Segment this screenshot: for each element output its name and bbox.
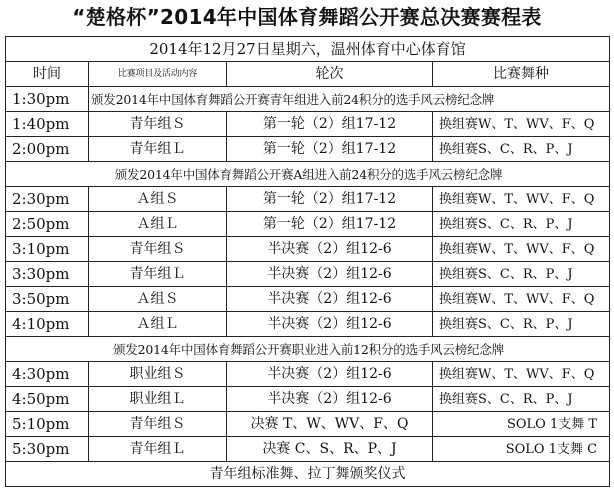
date-venue-row [6, 37, 610, 62]
round-cell: 第一轮（2）组17-12 [227, 187, 433, 212]
time-cell: 4:50pm [6, 387, 89, 412]
announcement-cell: 颁发2014年中国体育舞蹈公开赛A组进入前24积分的选手风云榜纪念牌 [6, 162, 610, 187]
round-cell: 半决赛（2）组12-6 [227, 387, 433, 412]
round-cell: 第一轮（2）组17-12 [227, 137, 433, 162]
dance-cell: 换组赛S、C、R、P、J [433, 262, 610, 287]
item-cell: 职业组Ｓ [89, 362, 227, 387]
time-cell: 3:10pm [6, 237, 89, 262]
item-cell: 青年组Ｓ [89, 237, 227, 262]
schedule-row [6, 412, 610, 437]
schedule-row [6, 437, 610, 462]
schedule-row [6, 387, 610, 412]
schedule-row [6, 212, 610, 237]
announcement-row [6, 87, 610, 112]
schedule-row [6, 287, 610, 312]
dance-cell: 换组赛S、C、R、P、J [433, 312, 610, 337]
time-cell: 4:10pm [6, 312, 89, 337]
header-time: 时间 [6, 62, 89, 87]
item-cell: 青年组Ｌ [89, 137, 227, 162]
schedule-row [6, 362, 610, 387]
item-cell: 职业组Ｌ [89, 387, 227, 412]
header-row [6, 62, 610, 87]
time-cell: 5:30pm [6, 437, 89, 462]
round-cell: 第一轮（2）组17-12 [227, 212, 433, 237]
round-cell: 半决赛（2）组12-6 [227, 362, 433, 387]
closing-row [6, 462, 610, 487]
schedule-row [6, 237, 610, 262]
schedule-row [6, 137, 610, 162]
item-cell: Ａ组Ｌ [89, 212, 227, 237]
item-cell: Ａ组Ｌ [89, 312, 227, 337]
header-item: 比赛项目及活动内容 [89, 62, 227, 87]
item-cell: 青年组Ｓ [89, 112, 227, 137]
dance-cell: 换组赛S、C、R、P、J [433, 137, 610, 162]
announcement-row [6, 162, 610, 187]
dance-cell: 换组赛W、T、WV、F、Q [433, 362, 610, 387]
dance-cell: 换组赛W、T、WV、F、Q [433, 237, 610, 262]
item-cell: 青年组Ｓ [89, 412, 227, 437]
announcement-cell: 颁发2014年中国体育舞蹈公开赛青年组进入前24积分的选手风云榜纪念牌 [89, 87, 610, 112]
round-cell: 决赛 C、S、R、P、J [227, 437, 433, 462]
closing-ceremony-cell: 青年组标准舞、拉丁舞颁奖仪式 [6, 462, 610, 487]
time-cell: 4:30pm [6, 362, 89, 387]
round-cell: 半决赛（2）组12-6 [227, 312, 433, 337]
dance-cell: 换组赛W、T、WV、F、Q [433, 187, 610, 212]
time-cell: 1:40pm [6, 112, 89, 137]
time-cell: 1:30pm [6, 87, 89, 112]
time-cell: 3:50pm [6, 287, 89, 312]
schedule-row [6, 187, 610, 212]
schedule-table [5, 36, 610, 487]
round-cell: 半决赛（2）组12-6 [227, 287, 433, 312]
date-venue-cell: 2014年12月27日星期六，温州体育中心体育馆 [6, 37, 610, 62]
round-cell: 第一轮（2）组17-12 [227, 112, 433, 137]
time-cell: 3:30pm [6, 262, 89, 287]
dance-cell: 换组赛S、C、R、P、J [433, 212, 610, 237]
schedule-row [6, 112, 610, 137]
time-cell: 5:10pm [6, 412, 89, 437]
time-cell: 2:50pm [6, 212, 89, 237]
schedule-row [6, 262, 610, 287]
round-cell: 半决赛（2）组12-6 [227, 237, 433, 262]
dance-cell: 换组赛W、T、WV、F、Q [433, 287, 610, 312]
schedule-row [6, 312, 610, 337]
dance-cell: SOLO 1支舞 C [433, 437, 610, 462]
announcement-cell: 颁发2014年中国体育舞蹈公开赛职业进入前12积分的选手风云榜纪念牌 [6, 337, 610, 362]
page-title: “楚格杯”2014年中国体育舞蹈公开赛总决赛赛程表 [72, 5, 542, 29]
dance-cell: 换组赛W、T、WV、F、Q [433, 112, 610, 137]
item-cell: 青年组Ｌ [89, 262, 227, 287]
dance-cell: SOLO 1支舞 T [433, 412, 610, 437]
time-cell: 2:30pm [6, 187, 89, 212]
header-round: 轮次 [227, 62, 433, 87]
time-cell: 2:00pm [6, 137, 89, 162]
announcement-row [6, 337, 610, 362]
dance-cell: 换组赛S、C、R、P、J [433, 387, 610, 412]
item-cell: Ａ组Ｓ [89, 287, 227, 312]
header-dance: 比赛舞种 [433, 62, 610, 87]
item-cell: Ａ组Ｓ [89, 187, 227, 212]
item-cell: 青年组Ｌ [89, 437, 227, 462]
round-cell: 决赛 T、W、WV、F、Q [227, 412, 433, 437]
round-cell: 半决赛（2）组12-6 [227, 262, 433, 287]
